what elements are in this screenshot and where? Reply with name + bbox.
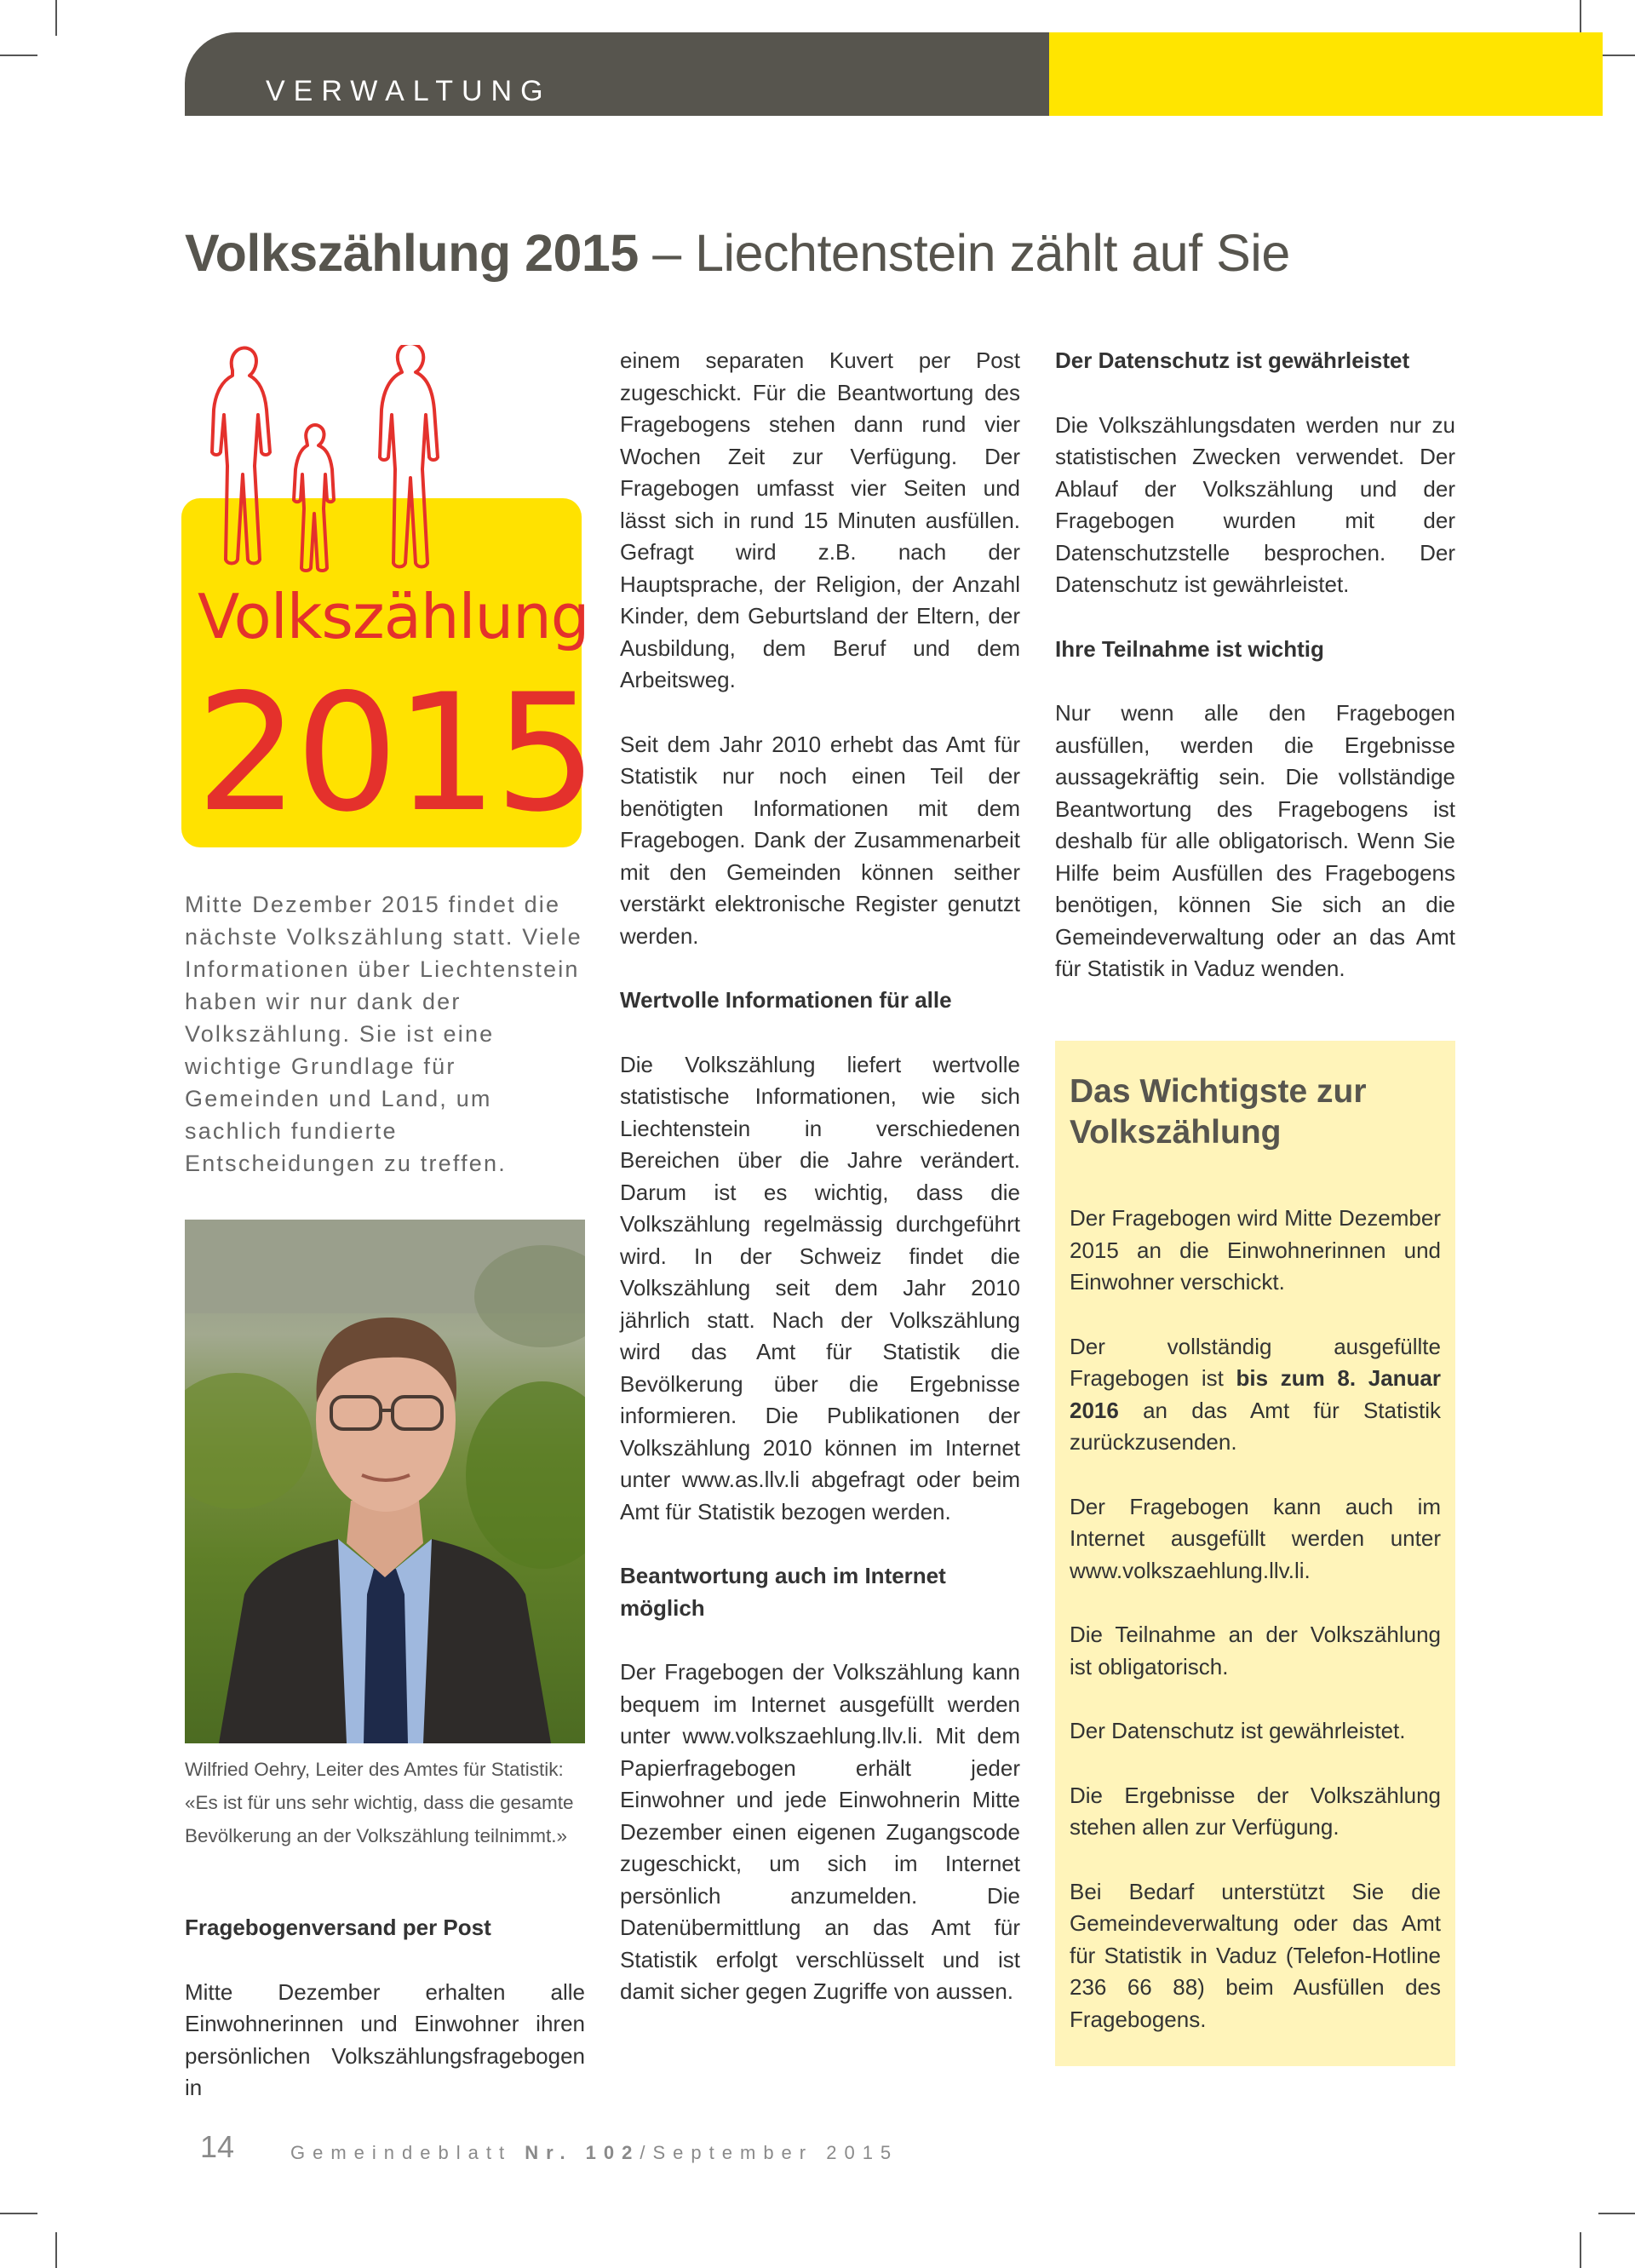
paragraph: Mitte Dezember erhalten alle Einwohnerinnen und Einwohner ihren persönlichen Volkszählungsfragebogen in [185, 1978, 585, 2100]
logo-year: 2015 [196, 659, 594, 847]
logo-word: Volkszählung [198, 581, 589, 652]
paragraph: Der Fragebogen der Volkszählung kann bequem im Internet ausgefüllt werden unter www.volkszaehlung.llv.li. Mit dem Papierfragebogen erhält jeder Einwohner und jede Einwohnerin Mitte Dezember einen eigenen Zugangscode zugeschickt, um sich im Internet persönlich anzumelden. Die Datenübermittlung an das Amt für Statistik erfolgt verschlüsselt und ist damit sicher gegen Zugriffe von aussen. [620, 1659, 1020, 2004]
info-item: Die Ergebnisse der Volkszählung stehen allen zur Verfügung. [1070, 1782, 1441, 1840]
photo-caption: Wilfried Oehry, Leiter des Amtes für Statistik: «Es ist für uns sehr wichtig, dass die gesamte Bevölkerung an der Volkszählung teilnimmt.» [185, 1759, 574, 1846]
crop-mark [1598, 55, 1635, 56]
crop-mark [0, 2213, 37, 2214]
info-item-deadline [1070, 1331, 1441, 1459]
crop-mark [0, 55, 37, 56]
deadline-text-post: an das Amt für Statistik zurückzusenden. [1070, 1397, 1441, 1455]
crop-mark [1598, 2213, 1635, 2214]
portrait-illustration [185, 1220, 585, 1743]
article-column-2 [620, 345, 1020, 2041]
publication-info [290, 2142, 898, 2164]
info-item: Der Fragebogen wird Mitte Dezember 2015 an die Einwohnerinnen und Einwohner verschickt. [1070, 1205, 1441, 1295]
paragraph: Seit dem Jahr 2010 erhebt das Amt für Statistik nur noch einen Teil der benötigten Informationen mit dem Fragebogen. Dank der Zusammenarbeit mit den Gemeinden können seither verstärkt elektronische Register genutzt werden. [620, 731, 1020, 949]
section-label: VERWALTUNG [266, 75, 552, 107]
issue-label: Nr. [525, 2142, 586, 2163]
page-title [185, 223, 1290, 283]
info-item: Die Teilnahme an der Volkszählung ist obligatorisch. [1070, 1622, 1441, 1679]
article-column-3 [1055, 345, 1455, 1018]
info-box-title: Das Wichtigste zur Volkszählung [1070, 1073, 1367, 1151]
title-bold: Volkszählung 2015 [185, 224, 639, 282]
issue-date: /September 2015 [640, 2142, 899, 2163]
section-header-accent [1049, 32, 1603, 116]
page-number: 14 [200, 2129, 235, 2164]
crop-mark [1580, 0, 1581, 36]
crop-mark [55, 2232, 57, 2268]
paragraph: Die Volkszählung liefert wertvolle statistische Informationen, wie sich Liechtenstein in verschiedenen Bereichen über die Jahre verändert. Darum ist es wichtig, dass die Volkszählung regelmässig durchgeführt wird. In der Schweiz findet die Volkszählung seit dem Jahr 2010 jährlich statt. Nach der Volkszählung wird das Amt für Statistik die Bevölkerung über die Ergebnisse informieren. Die Publikationen der Volkszählung 2010 können im Internet unter www.as.llv.li abgefragt oder beim Amt für Statistik bezogen werden. [620, 1051, 1020, 1524]
lead-paragraph: Mitte Dezember 2015 findet die nächste Volkszählung statt. Viele Informationen über Liechtenstein haben wir nur dank der Volkszählung. Sie ist eine wichtige Grundlage für Gemeinden und Land, um sachlich fundierte Entscheidungen zu treffen. [185, 892, 582, 1176]
subheading-fragebogenversand: Fragebogenversand per Post [185, 1915, 491, 1940]
subheading-wertvolle-informationen: Wertvolle Informationen für alle [620, 987, 952, 1013]
info-box [1055, 1041, 1455, 2066]
title-subtitle: – Liechtenstein zählt auf Sie [638, 224, 1290, 282]
subheading-beantwortung-internet: Beantwortung auch im Internet möglich [620, 1563, 946, 1621]
info-item: Bei Bedarf unterstützt Sie die Gemeindeverwaltung oder das Amt für Statistik in Vaduz (Telefon-Hotline 236 66 88) beim Ausfüllen des Fragebogens. [1070, 1878, 1441, 2032]
crop-mark [55, 0, 57, 36]
portrait-photo [185, 1220, 585, 1743]
paragraph: einem separaten Kuvert per Post zugeschickt. Für die Beantwortung des Fragebogens stehen dann rund vier Wochen Zeit zur Verfügung. Der Fragebogen umfasst vier Seiten und lässt sich in rund 15 Minuten ausfüllen. Gefragt wird z.B. nach der Hauptsprache, der Religion, der Anzahl Kinder, dem Geburtsland der Eltern, der Ausbildung, dem Beruf und dem Arbeitsweg. [620, 347, 1020, 692]
info-item: Der Datenschutz ist gewährleistet. [1070, 1718, 1406, 1743]
publication-name: Gemeindeblatt [290, 2142, 525, 2163]
paragraph: Nur wenn alle den Fragebogen ausfüllen, werden die Ergebnisse aussagekräftig sein. Die vollständige Beantwortung des Fragebogens ist deshalb für alle obligatorisch. Wenn Sie Hilfe beim Ausfüllen des Fragebogens benötigen, können Sie sich an die Gemeindeverwaltung oder an das Amt für Statistik in Vaduz wenden. [1055, 700, 1455, 981]
family-figures-icon [204, 345, 460, 575]
article-column-1 [185, 1912, 585, 2137]
crop-mark [1580, 2232, 1581, 2268]
info-box-content [1070, 1071, 1441, 2068]
issue-number: 102 [585, 2142, 640, 2163]
paragraph: Die Volkszählungsdaten werden nur zu statistischen Zwecken verwendet. Der Ablauf der Volkszählung und der Fragebogen wurden mit der Datenschutzstelle besprochen. Der Datenschutz ist gewährleistet. [1055, 411, 1455, 597]
deadline-date: bis zum 8. Januar 2016 [1070, 1365, 1441, 1423]
info-item: Der Fragebogen kann auch im Internet ausgefüllt werden unter www.volkszaehlung.llv.li. [1070, 1493, 1441, 1583]
subheading-teilnahme: Ihre Teilnahme ist wichtig [1055, 635, 1324, 662]
subheading-datenschutz: Der Datenschutz ist gewährleistet [1055, 347, 1410, 373]
deadline-text-pre: Der vollständig ausgefüllte Fragebogen ist [1070, 1333, 1441, 1391]
